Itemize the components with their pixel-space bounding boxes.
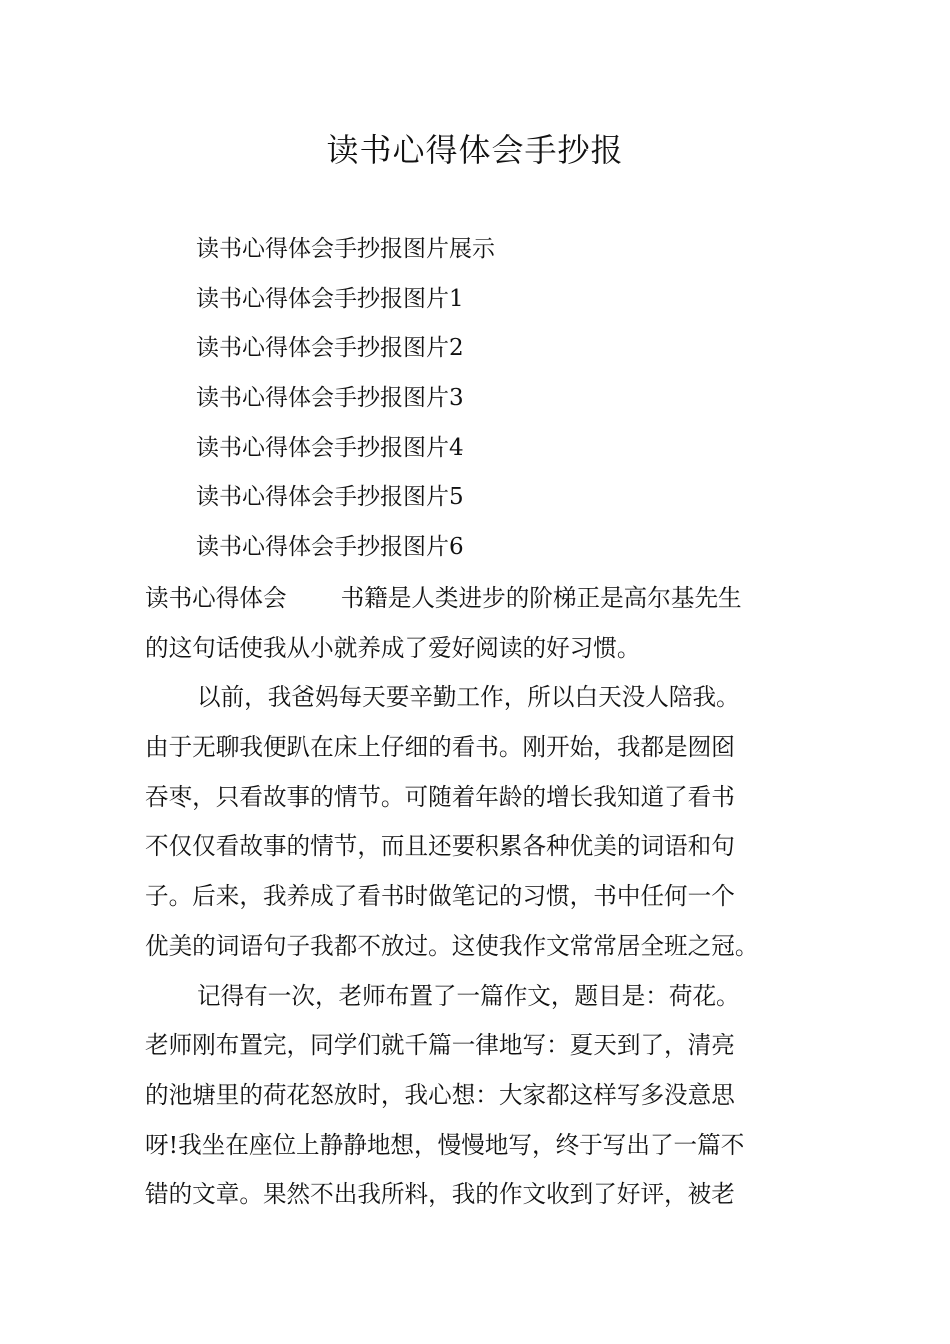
paragraph-line: 呀!我坐在座位上静静地想，慢慢地写，终于写出了一篇不 [145,1130,745,1159]
paragraph-line: 的这句话使我从小就养成了爱好阅读的好习惯。 [145,633,641,662]
image-list [196,225,495,573]
paragraph-line [145,574,807,624]
paragraph-line: 不仅仅看故事的情节，而且还要积累各种优美的词语和句 [145,832,735,861]
document-title: 读书心得体会手抄报 [326,131,624,169]
list-item: 读书心得体会手抄报图片3 [196,385,464,412]
line-text: 书籍是人类进步的阶梯正是高尔基先生 [340,584,742,612]
paragraph-line: 由于无聊我便趴在床上仔细的看书。刚开始，我都是囫囵 [145,733,735,762]
paragraph-line: 子。后来，我养成了看书时做笔记的习惯，书中任何一个 [145,882,735,911]
paragraph-line: 吞枣，只看故事的情节。可随着年龄的增长我知道了看书 [145,782,735,811]
inline-heading: 读书心得体会 [145,584,287,612]
list-item: 读书心得体会手抄报图片5 [196,484,464,511]
body-text [145,574,807,1220]
paragraph-line: 错的文章。果然不出我所料，我的作文收到了好评，被老 [145,1180,735,1209]
paragraph-line: 的池塘里的荷花怒放时，我心想：大家都这样写多没意思 [145,1080,735,1109]
paragraph-line: 以前，我爸妈每天要辛勤工作，所以白天没人陪我。 [197,683,740,712]
paragraph-line: 优美的词语句子我都不放过。这使我作文常常居全班之冠。 [145,931,759,960]
list-item: 读书心得体会手抄报图片1 [196,285,464,312]
paragraph-line: 老师刚布置完，同学们就千篇一律地写：夏天到了，清亮 [145,1031,735,1060]
list-item: 读书心得体会手抄报图片展示 [196,236,495,262]
list-item: 读书心得体会手抄报图片6 [196,534,464,561]
list-item: 读书心得体会手抄报图片4 [196,434,464,461]
paragraph-line: 记得有一次，老师布置了一篇作文，题目是：荷花。 [197,981,740,1010]
list-item: 读书心得体会手抄报图片2 [196,335,464,362]
